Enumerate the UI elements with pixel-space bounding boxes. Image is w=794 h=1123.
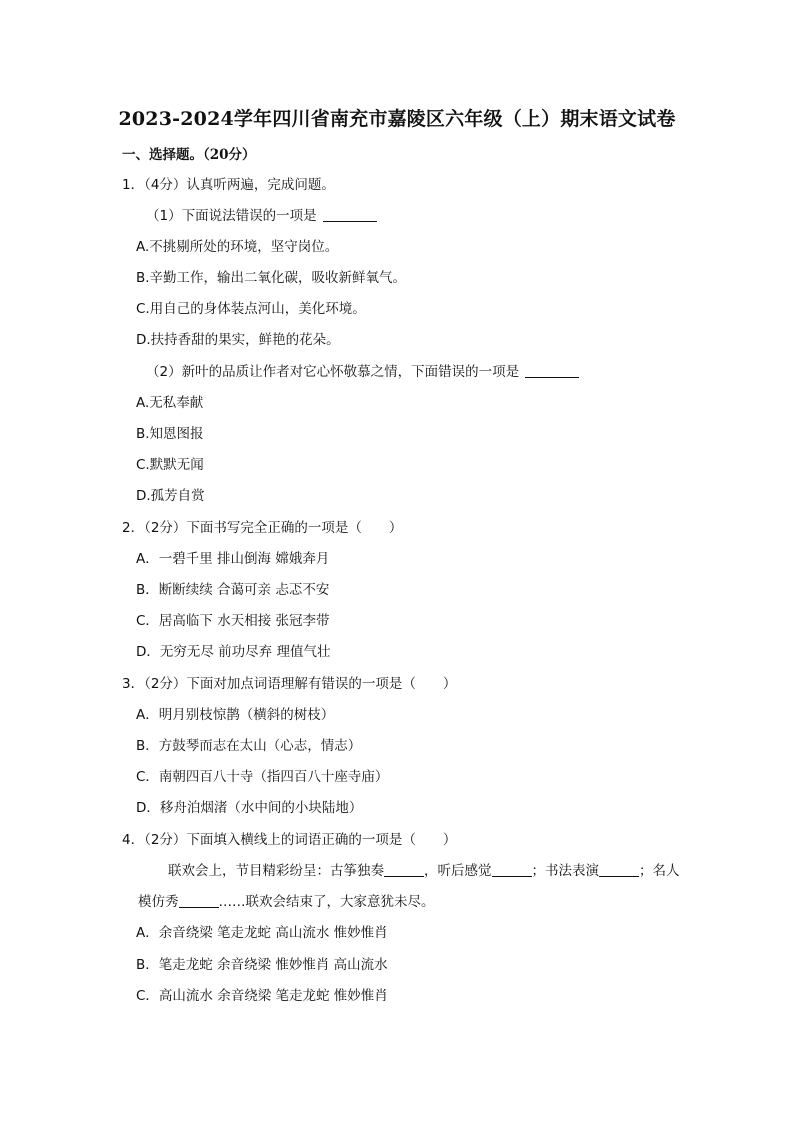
page-title: 2023-2024学年四川省南充市嘉陵区六年级（上）期末语文试卷 [118, 108, 676, 130]
answer-blank[interactable] [323, 207, 377, 222]
fill-blank[interactable] [384, 862, 424, 877]
option-a: A.无私奉献 [136, 395, 204, 411]
option-d: D．移舟泊烟渚（水中间的小块陆地） [136, 800, 363, 816]
fill-blank[interactable] [492, 862, 532, 877]
option-c: C.默默无闻 [136, 457, 204, 473]
option-d: D.孤芳自赏 [136, 488, 205, 504]
question-1-sub-1: （1）下面说法错误的一项是 [146, 206, 377, 226]
question-3-stem: 3．（2分）下面对加点词语理解有错误的一项是（ ） [122, 676, 457, 692]
question-4-passage-line-1: 联欢会上，节目精彩纷呈：古筝独奏 ，听后感觉 ；书法表演 ；名人 [168, 863, 680, 879]
option-b: B.知恩图报 [136, 426, 204, 442]
option-b: B．方鼓琴而志在太山（心志，情志） [136, 738, 362, 754]
option-b: B．断断续续 合蔼可亲 忐忑不安 [136, 582, 330, 598]
option-c: C.用自己的身体装点河山，美化环境。 [136, 301, 366, 317]
option-b: B．笔走龙蛇 余音绕梁 惟妙惟肖 高山流水 [136, 957, 388, 973]
option-a: A．余音绕梁 笔走龙蛇 高山流水 惟妙惟肖 [136, 925, 388, 941]
fill-blank[interactable] [179, 893, 219, 908]
option-a: A．一碧千里 排山倒海 嫦娥奔月 [136, 551, 330, 567]
option-a: A.不挑剔所处的环境，坚守岗位。 [136, 239, 339, 255]
section-heading: 一、选择题。（20分） [122, 147, 256, 163]
question-4-stem: 4．（2分）下面填入横线上的词语正确的一项是（ ） [122, 832, 457, 848]
fill-blank[interactable] [599, 862, 639, 877]
option-d: D.扶持香甜的果实，鲜艳的花朵。 [136, 332, 340, 348]
option-c: C．南朝四百八十寺（指四百八十座寺庙） [136, 769, 389, 785]
answer-blank[interactable] [525, 363, 579, 378]
question-4-passage-line-2: 模仿秀 ……联欢会结束了，大家意犹未尽。 [138, 894, 435, 910]
option-a: A．明月别枝惊鹊（横斜的树枝） [136, 707, 335, 723]
option-b: B.辛勤工作，输出二氧化碳，吸收新鲜氧气。 [136, 270, 407, 286]
option-d: D．无穷无尽 前功尽弃 理值气壮 [136, 644, 331, 660]
question-1-sub-2: （2）新叶的品质让作者对它心怀敬慕之情，下面错误的一项是 [146, 362, 579, 382]
option-c: C．居高临下 水天相接 张冠李带 [136, 613, 330, 629]
question-1-stem: 1．（4分）认真听两遍，完成问题。 [122, 177, 335, 193]
option-c: C．高山流水 余音绕梁 笔走龙蛇 惟妙惟肖 [136, 988, 388, 1004]
question-2-stem: 2．（2分）下面书写完全正确的一项是（ ） [122, 520, 403, 536]
